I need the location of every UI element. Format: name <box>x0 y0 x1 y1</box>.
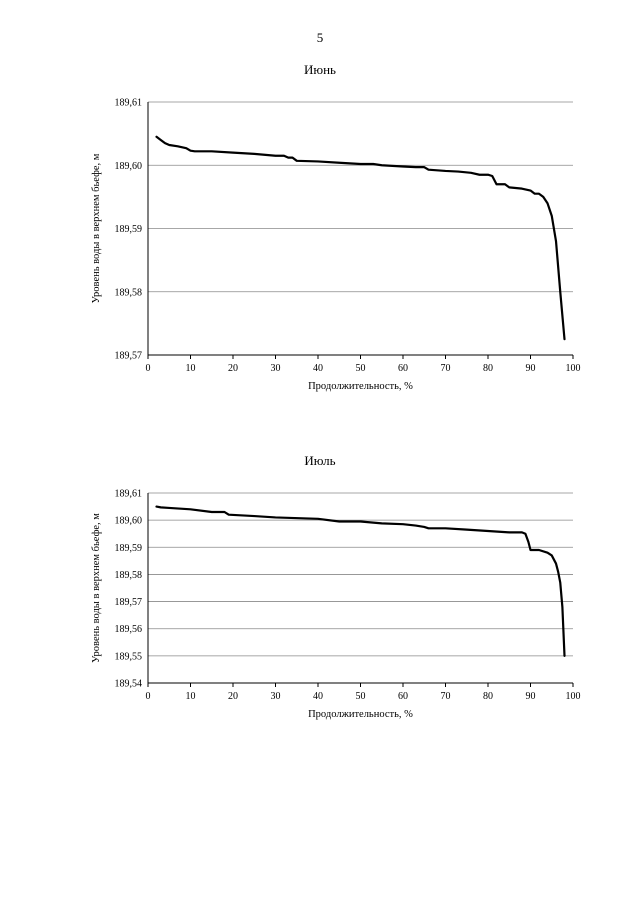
page-number: 5 <box>316 30 324 45</box>
y-tick-label: 189,60 <box>114 160 142 172</box>
x-tick-label: 100 <box>565 363 581 374</box>
y-tick-label: 189,55 <box>114 651 142 663</box>
y-tick-label: 189,57 <box>114 350 142 362</box>
x-tick-label: 40 <box>313 691 323 702</box>
x-tick-label: 100 <box>565 691 581 702</box>
x-tick-label: 40 <box>313 363 323 374</box>
x-tick-label: 80 <box>483 363 493 374</box>
x-axis-title: Продолжительность, % <box>308 381 413 392</box>
x-tick-label: 0 <box>145 363 151 374</box>
y-tick-label: 189,58 <box>114 287 142 299</box>
x-tick-label: 10 <box>185 363 196 374</box>
x-tick-label: 30 <box>270 363 281 374</box>
y-tick-label: 189,60 <box>114 515 142 527</box>
y-tick-label: 189,59 <box>114 542 142 554</box>
y-tick-label: 189,57 <box>114 597 142 609</box>
x-tick-label: 60 <box>398 691 408 702</box>
chart-title-june: Июнь <box>304 62 336 77</box>
y-axis-title: Уровень воды в верхнем бьефе, м <box>91 513 102 663</box>
series-line <box>157 507 565 656</box>
x-tick-label: 10 <box>185 691 196 702</box>
x-tick-label: 20 <box>228 691 238 702</box>
x-tick-label: 50 <box>355 691 366 702</box>
x-tick-label: 70 <box>440 691 451 702</box>
y-tick-label: 189,61 <box>114 97 142 109</box>
y-axis-title: Уровень воды в верхнем бьефе, м <box>91 153 102 304</box>
x-tick-label: 90 <box>525 363 536 374</box>
x-tick-label: 90 <box>525 691 536 702</box>
y-tick-label: 189,54 <box>114 678 142 690</box>
y-tick-label: 189,59 <box>114 224 142 235</box>
x-tick-label: 50 <box>355 363 366 374</box>
chart-title-july: Июль <box>304 453 336 468</box>
y-tick-label: 189,56 <box>114 624 142 636</box>
x-tick-label: 70 <box>440 363 451 374</box>
x-tick-label: 60 <box>398 363 408 374</box>
y-tick-label: 189,61 <box>114 488 142 500</box>
y-tick-label: 189,58 <box>114 569 142 581</box>
x-axis-title: Продолжительность, % <box>308 709 413 720</box>
x-tick-label: 20 <box>228 363 238 374</box>
x-tick-label: 0 <box>145 691 151 702</box>
x-tick-label: 80 <box>483 691 493 702</box>
x-tick-label: 30 <box>270 691 281 702</box>
